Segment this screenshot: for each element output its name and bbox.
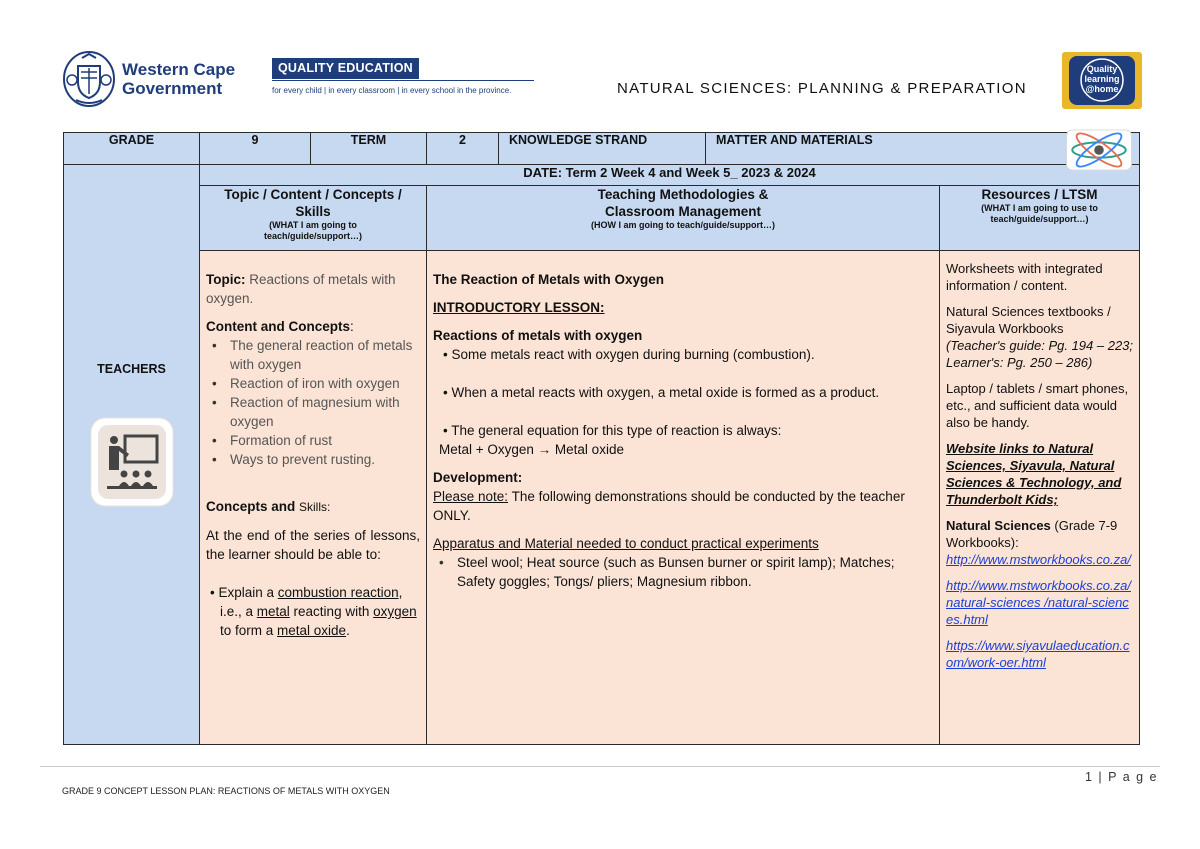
footer-divider <box>40 766 1160 767</box>
bullet-text: reacting with <box>289 604 374 619</box>
logo-line-2: learning <box>1084 74 1120 84</box>
column-headings-row <box>64 186 1140 251</box>
development-heading: Development: <box>433 470 523 485</box>
bullet-text: , i.e., a <box>220 585 403 619</box>
combustion-term: combustion reaction <box>277 585 399 600</box>
method-title: The Reaction of Metals with Oxygen <box>433 272 665 287</box>
quality-education-banner <box>272 58 534 95</box>
outcome-intro: At the end of the series of lessons, the learner should be able to: <box>206 528 420 562</box>
quality-education-badge: QUALITY EDUCATION <box>272 58 419 79</box>
point-text: Some metals react with oxygen during burning (combustion). <box>451 347 815 362</box>
point-text: When a metal reacts with oxygen, a metal oxide is formed as a product. <box>451 385 880 400</box>
term-value: 2 <box>427 133 499 165</box>
bullet-text: . <box>346 623 350 638</box>
strand-label: KNOWLEDGE STRAND <box>499 133 706 165</box>
quality-learning-home-logo <box>1062 52 1142 109</box>
banner-rule <box>272 80 534 81</box>
document-title: NATURAL SCIENCES: PLANNING & PREPARATION <box>617 80 1027 97</box>
coat-of-arms-icon <box>62 50 116 108</box>
logo-line-3: @home <box>1085 84 1119 94</box>
list-item: • Formation of rust <box>206 431 420 450</box>
point-text: The general equation for this type of reaction is always: <box>451 423 782 438</box>
topic-heading-a: Topic / Content / Concepts / <box>224 187 402 202</box>
equation: Metal + Oxygen → Metal oxide <box>439 442 624 457</box>
skills-heading-line <box>206 497 420 517</box>
page-number: 1 | P a g e <box>1084 770 1158 784</box>
method-point-1: • Some metals react with oxygen during burning (combustion). <box>443 347 815 362</box>
resources-cell <box>940 251 1140 745</box>
resources-column-heading <box>940 186 1140 251</box>
teacher-presentation-icon <box>89 416 175 508</box>
content-heading-line <box>206 317 420 336</box>
link-natural-sciences[interactable]: http://www.mstworkbooks.co.za/natural-sciences /natural-sciences.html <box>946 578 1131 627</box>
atom-icon <box>1065 129 1133 171</box>
list-item: • Reaction of iron with oxygen <box>206 374 420 393</box>
method-point-3: • The general equation for this type of reaction is always: <box>443 423 782 438</box>
topic-sub-a: (WHAT I am going to <box>269 220 357 230</box>
reactions-heading: Reactions of metals with oxygen <box>433 328 643 343</box>
date-cell: DATE: Term 2 Week 4 and Week 5_ 2023 & 2024 <box>200 165 1140 186</box>
apparatus-list <box>433 553 933 591</box>
topic-text: Reactions of metals with oxygen. <box>206 272 396 306</box>
date-row <box>64 165 1140 186</box>
metal-term: metal <box>256 604 290 619</box>
oxygen-term: oxygen <box>373 604 417 619</box>
method-heading-b: Classroom Management <box>604 204 762 219</box>
teachers-label: TEACHERS <box>97 361 166 376</box>
banner-tagline: for every child | in every classroom | in every school in the province. <box>272 86 512 95</box>
resources-sub-b: teach/guide/support…) <box>990 214 1089 224</box>
method-cell <box>427 251 940 745</box>
lesson-plan-table <box>63 132 1140 745</box>
note-line <box>433 487 933 525</box>
content-list <box>206 336 420 469</box>
bullet-text: Explain a <box>218 585 278 600</box>
strand-value: MATTER AND MATERIALS <box>716 133 873 147</box>
bullet-text: to form a <box>220 623 278 638</box>
topic-column-heading <box>200 186 427 251</box>
teachers-cell <box>64 165 200 745</box>
strand-value-cell <box>706 133 1140 165</box>
content-colon: : <box>350 319 354 334</box>
footer-title: GRADE 9 CONCEPT LESSON PLAN: REACTIONS OF METALS WITH OXYGEN <box>62 786 390 796</box>
org-line-1: Western Cape <box>122 60 236 79</box>
skills-heading-b: Skills: <box>299 500 331 514</box>
outcome-bullet: • Explain a combustion reaction, i.e., a metal reacting with oxygen to form a metal oxide. <box>210 585 417 638</box>
links-heading: Website links to Natural Sciences, Siyavula, Natural Sciences & Technology, and Thunderbolt Kids; <box>946 441 1122 507</box>
grade-value: 9 <box>200 133 311 165</box>
method-point-2: • When a metal reacts with oxygen, a metal oxide is formed as a product. <box>443 385 880 400</box>
page-header <box>0 0 1200 125</box>
method-sub: (HOW I am going to teach/guide/support…) <box>591 220 775 230</box>
resources-heading: Resources / LTSM <box>981 187 1098 202</box>
resources-sub-a: (WHAT I am going to use to <box>981 203 1098 213</box>
resource-textbooks: Natural Sciences textbooks / Siyavula Workbooks <box>946 304 1111 336</box>
topic-sub-b: teach/guide/support…) <box>263 231 362 241</box>
grade-label: GRADE <box>64 133 200 165</box>
list-item: • Reaction of magnesium with oxygen <box>206 393 420 431</box>
ns-workbooks-line <box>946 517 1133 551</box>
list-item: • Ways to prevent rusting. <box>206 450 420 469</box>
list-item: • The general reaction of metals with oxygen <box>206 336 420 374</box>
skills-heading-a: Concepts and <box>206 499 300 514</box>
oxide-term: metal oxide <box>277 623 347 638</box>
topic-heading-b: Skills <box>295 204 331 219</box>
topic-cell <box>200 251 427 745</box>
note-text: The following demonstrations should be conducted by the teacher ONLY. <box>433 489 905 523</box>
resource-worksheets: Worksheets with integrated information / content. <box>946 261 1103 293</box>
content-row <box>64 251 1140 745</box>
apparatus-heading: Apparatus and Material needed to conduct practical experiments <box>433 536 819 551</box>
logo-line-1: Quality <box>1086 64 1118 74</box>
list-item: • Steel wool; Heat source (such as Bunsen burner or spirit lamp); Matches; Safety goggles; Tongs/ pliers; Magnesium ribbon. <box>433 553 933 591</box>
resource-pages: (Teacher's guide: Pg. 194 – 223; Learner's: Pg. 250 – 286) <box>946 338 1134 370</box>
term-label: TERM <box>311 133 427 165</box>
intro-lesson-heading: INTRODUCTORY LESSON: <box>433 300 605 315</box>
method-column-heading <box>427 186 940 251</box>
org-line-2: Government <box>122 79 223 98</box>
ns-text: (Grade 7-9 Workbooks): <box>946 518 1118 550</box>
content-heading: Content and Concepts <box>206 319 350 334</box>
topic-label: Topic: <box>206 272 246 287</box>
org-name <box>122 60 235 98</box>
ns-label: Natural Sciences <box>946 518 1051 533</box>
wcg-logo <box>62 50 235 108</box>
link-mstworkbooks[interactable]: http://www.mstworkbooks.co.za/ <box>946 552 1131 567</box>
note-label: Please note: <box>433 489 509 504</box>
link-siyavula[interactable]: https://www.siyavulaeducation.com/work-oer.html <box>946 638 1130 670</box>
info-row <box>64 133 1140 165</box>
method-heading-a: Teaching Methodologies & <box>597 187 769 202</box>
topic-line <box>206 270 420 308</box>
resource-devices: Laptop / tablets / smart phones, etc., and sufficient data would also be handy. <box>946 381 1129 430</box>
